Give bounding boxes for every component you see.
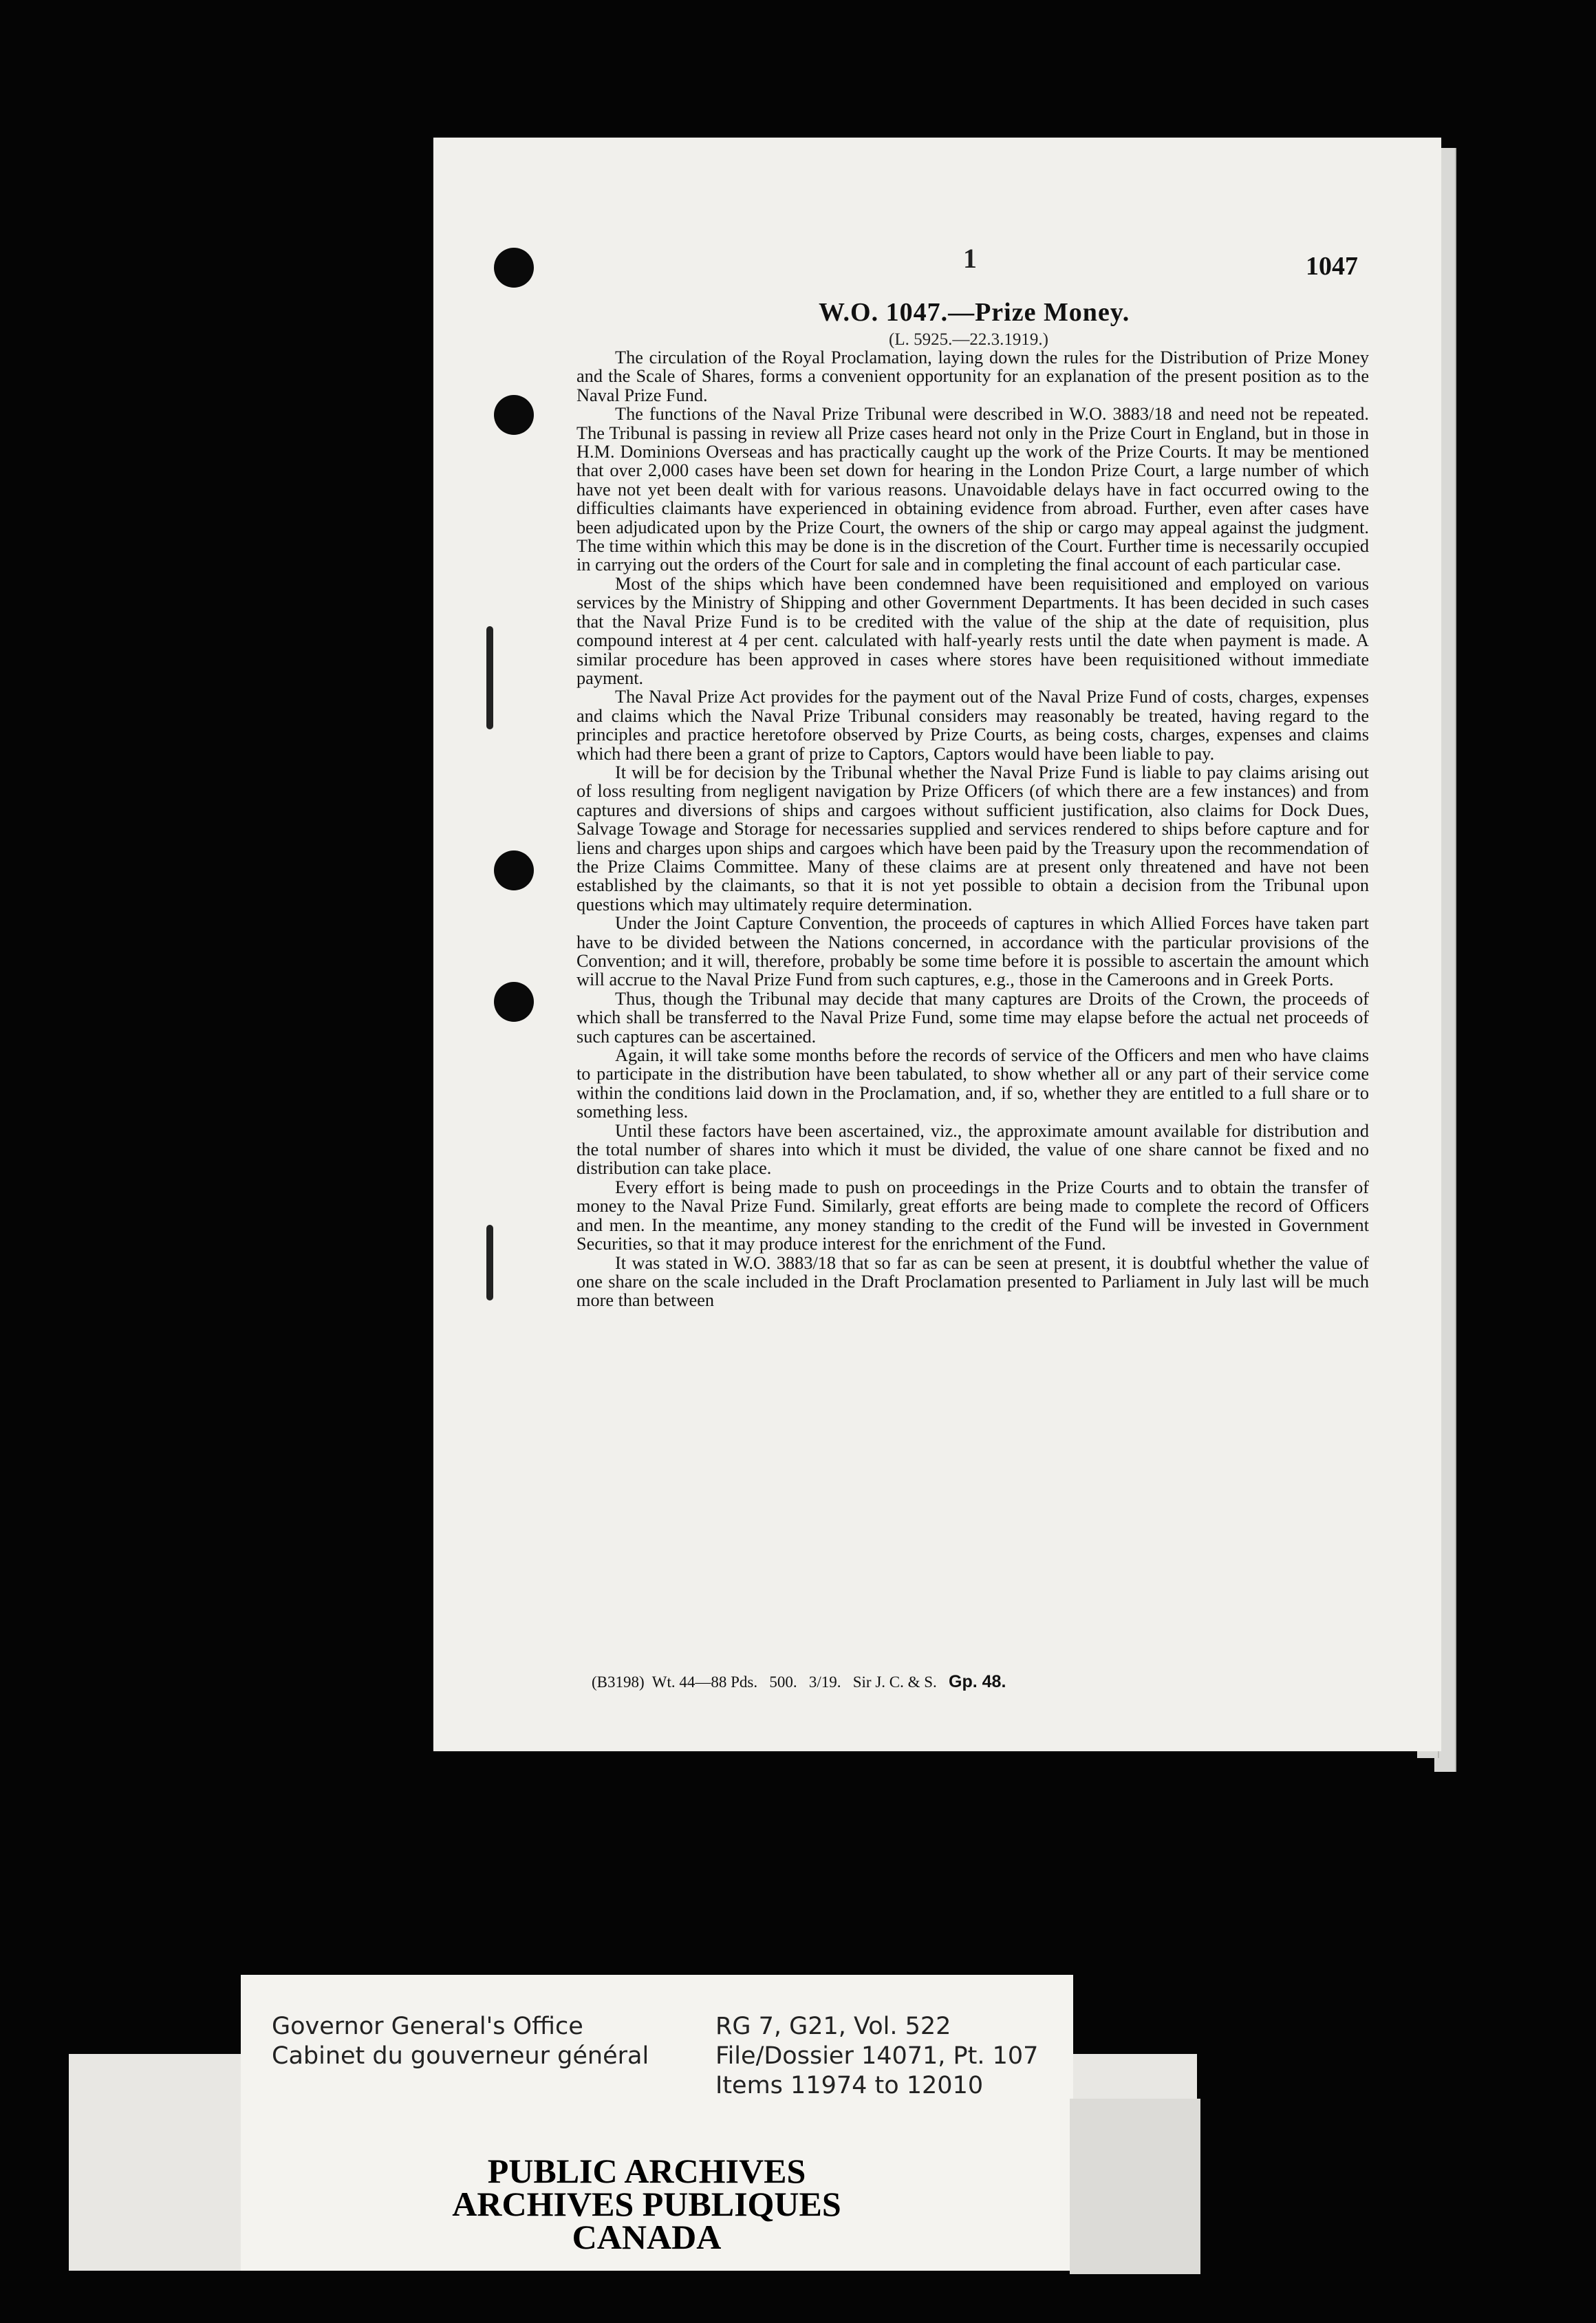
archive-stamp-line: CANADA: [572, 2218, 722, 2256]
page-number: 1: [963, 243, 977, 274]
binding-mark: [486, 626, 493, 729]
archive-stamp-line: PUBLIC ARCHIVES: [487, 2152, 806, 2190]
paragraph: The functions of the Naval Prize Tribunal were described in W.O. 3883/18 and need not be repeated. The Tribunal is passing in review all Prize cases heard not only in the Prize Court in England, but in those in H.M. Dominions Overseas and has practically caught up the work of the Prize Courts. It may be mentioned that over 2,000 cases have been set down for hearing in the London Prize Court, a large number of which have not yet been dealt with for various reasons. Unavoidable delays have in fact occurred owing to the difficulties claimants have experienced in obtaining evidence from abroad. Further, even after cases have been adjudicated upon by the Prize Court, the owners of the ship or cargo may appeal against the judgment. The time within which this may be done is in the discretion of the Court. Further time is necessarily occupied in carrying out the orders of the Court for sale and in completing the final account of each particular case.: [576, 404, 1369, 575]
document-reference: (L. 5925.—22.3.1919.): [889, 330, 1048, 349]
punch-hole: [494, 850, 534, 890]
item-range: Items 11974 to 12010: [715, 2072, 984, 2099]
office-name-en: Governor General's Office: [272, 2013, 583, 2040]
punch-hole: [494, 248, 534, 288]
punch-hole: [494, 395, 534, 435]
document-body: [576, 348, 1369, 1310]
file-number: File/Dossier 14071, Pt. 107: [715, 2042, 1039, 2070]
punch-hole: [494, 982, 534, 1022]
archive-stamp-line: ARCHIVES PUBLIQUES: [452, 2185, 841, 2223]
imprint-group: Gp. 48.: [949, 1672, 1006, 1691]
paragraph: The Naval Prize Act provides for the payment out of the Naval Prize Fund of costs, charges, expenses and claims which the Naval Prize Tribunal considers may reasonably be treated, having regard to the principles and practice heretofore observed by Prize Courts, as being costs, charges, expenses and claims which had there been a grant of prize to Captors, Captors would have been liable to pay.: [576, 687, 1369, 764]
paragraph: The circulation of the Royal Proclamation, laying down the rules for the Distribution of Prize Money and the Scale of Shares, forms a convenient opportunity for an explanation of the present position as to the Naval Prize Fund.: [576, 347, 1369, 405]
paragraph: It was stated in W.O. 3883/18 that so far as can be seen at present, it is doubtful whether the value of one share on the scale included in the Draft Proclamation presented to Parliament in July last will be much more than between: [576, 1252, 1369, 1311]
paragraph: Under the Joint Capture Convention, the proceeds of captures in which Allied Forces have taken part have to be divided between the Nations concerned, in accordance with the particular provisions of the Convention; and it will, therefore, probably be some time before it is possible to ascertain the amount which will accrue to the Naval Prize Fund from such captures, e.g., those in the Cameroons and in Greek Ports.: [576, 913, 1369, 990]
document-title: W.O. 1047.—Prize Money.: [819, 298, 1130, 327]
printer-imprint: [592, 1672, 1006, 1692]
imprint-text: (B3198) Wt. 44—88 Pds. 500. 3/19. Sir J. C. & S.: [592, 1673, 937, 1691]
record-group: RG 7, G21, Vol. 522: [715, 2013, 951, 2040]
paragraph: It will be for decision by the Tribunal whether the Naval Prize Fund is liable to pay claims arising out of loss resulting from negligent navigation by Prize Officers (of which there are a few instances) and from captures and diversions of ships and cargoes without sufficient justification, also claims for Dock Dues, Salvage Towage and Storage for necessaries supplied and services rendered to ships before capture and for liens and charges upon ships and cargoes which have been paid by the Treasury upon the recommendation of the Prize Claims Committee. Many of these claims are at present only threatened and have not been established by the claimants, so that it is not yet possible to obtain a decision from the Tribunal upon questions which may ultimately require determination.: [576, 762, 1369, 914]
paragraph: Until these factors have been ascertained, viz., the approximate amount available for distribution and the total number of shares into which it must be divided, the value of one share cannot be fixed and no distribution can take place.: [576, 1120, 1369, 1179]
paragraph: Thus, though the Tribunal may decide that many captures are Droits of the Crown, the proceeds of which shall be transferred to the Naval Prize Fund, some time may elapse before the actual net proceeds of such captures can be ascertained.: [576, 988, 1369, 1047]
archive-label-tab: [1070, 2099, 1200, 2274]
binding-mark: [486, 1225, 493, 1300]
paragraph: Every effort is being made to push on proceedings in the Prize Courts and to obtain the transfer of money to the Naval Prize Fund. Similarly, great efforts are being made to complete the record of Officers and men. In the meantime, any money standing to the credit of the Fund will be invested in Government Securities, so that it may produce interest for the enrichment of the Fund.: [576, 1177, 1369, 1254]
order-number: 1047: [1306, 252, 1358, 281]
paragraph: Again, it will take some months before the records of service of the Officers and men who have claims to participate in the distribution have been tabulated, to show whether all or any part of their service come within the conditions laid down in the Proclamation, and, if so, whether they are entitled to a full share or to something less.: [576, 1045, 1369, 1122]
paragraph: Most of the ships which have been condemned have been requisitioned and employed on various services by the Ministry of Shipping and other Government Departments. It has been decided in such cases that the Naval Prize Fund is to be credited with the value of the ship at the date of requisition, plus compound interest at 4 per cent. calculated with half-yearly rests until the date when payment is made. A similar procedure has been approved in cases where stores have been requisitioned without immediate payment.: [576, 573, 1369, 688]
office-name-fr: Cabinet du gouverneur général: [272, 2042, 649, 2070]
